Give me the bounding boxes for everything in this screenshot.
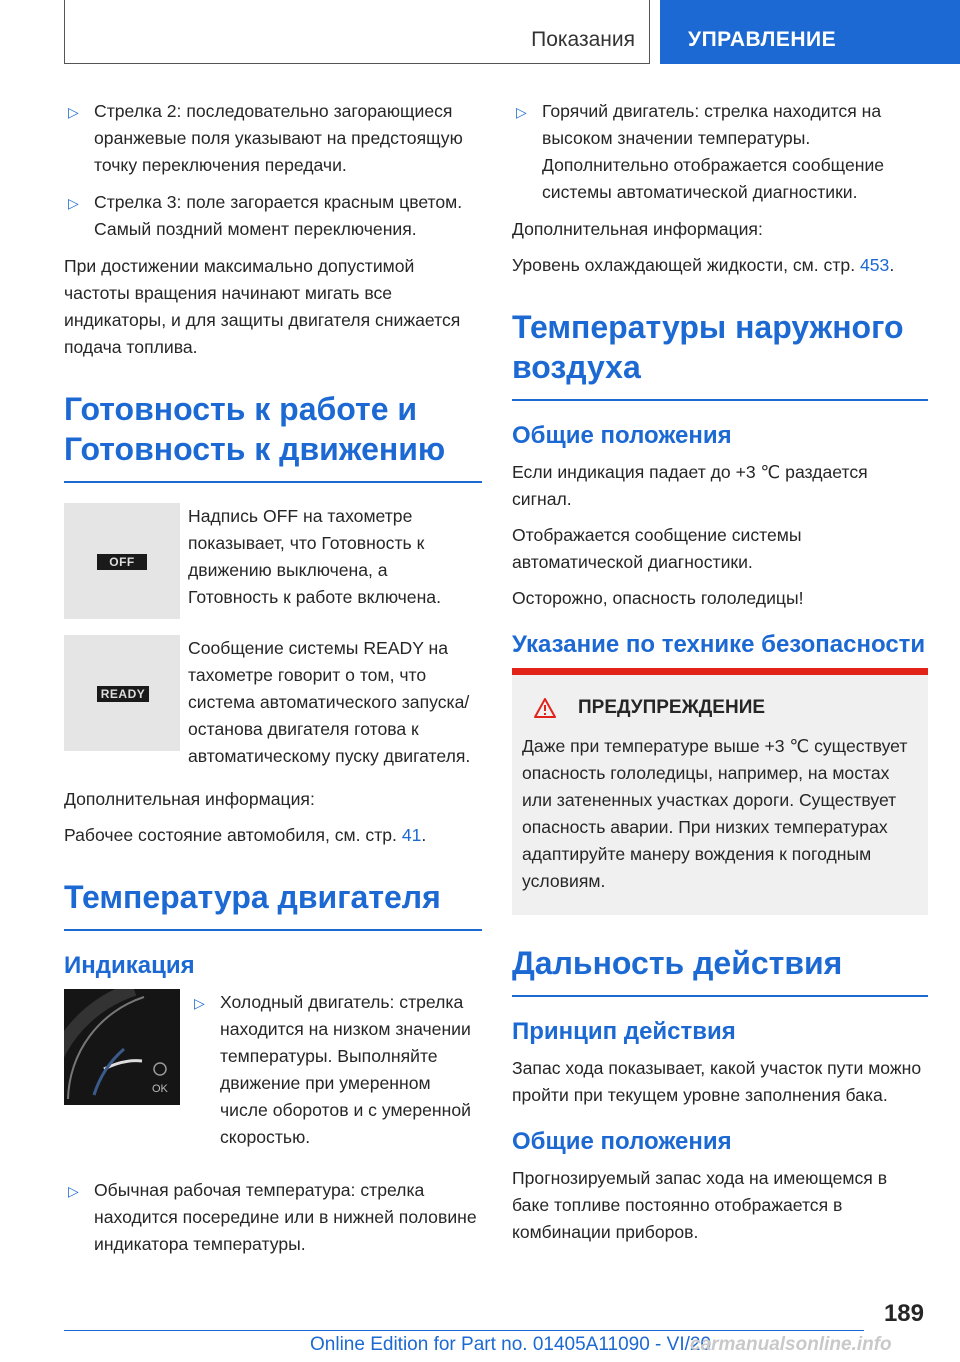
paragraph-max-rpm: При достижении максимально допустимой частоты вращения начинают мигать все индикаторы, и для защиты двигателя снижается подача топлива.	[64, 256, 461, 357]
list-item: ▷ Обычная рабочая температура: стрелка находится посередине или в нижней половине индикатора температуры.	[68, 1180, 477, 1254]
list-item: ▷ Стрелка 2: последовательно загорающиеся оранжевые поля указывают на предстоящую точку переключения передачи.	[68, 101, 463, 175]
warning-triangle-icon	[534, 698, 556, 718]
warning-box	[512, 668, 928, 915]
page-link[interactable]: 453	[859, 255, 890, 275]
off-badge: OFF	[97, 554, 147, 570]
triangle-bullet-icon: ▷	[68, 1183, 79, 1199]
list-item: ▷ Стрелка 3: поле загорается красным цветом. Самый поздний момент переключения.	[68, 192, 463, 239]
ready-indicator-block	[64, 635, 482, 770]
paragraph-caution: Осторожно, опасность гололедицы!	[512, 588, 804, 608]
list-item: ▷ Холодный двигатель: стрелка находится на низком значении температуры. Выполняйте движение при умеренном числе оборотов и с умеренной скоростью.	[194, 992, 471, 1147]
coolant-ref: Уровень охлаждающей жидкости, см. стр. 453.	[512, 255, 895, 275]
triangle-bullet-icon: ▷	[68, 195, 79, 211]
triangle-bullet-icon: ▷	[194, 995, 205, 1011]
warning-text: Даже при температуре выше +3 ℃ существует опасность гололедицы, например, на мостах или затененных участках дороги. Существует опасность аварии. При низких температурах адаптируйте манеру вождения к погодным условиям.	[522, 736, 908, 891]
paragraph-principle: Запас хода показывает, какой участок пути можно пройти при текущем уровне заполнения бака.	[512, 1058, 922, 1105]
heading-readiness: Готовность к работе и Готовность к движению	[64, 389, 482, 483]
right-column	[512, 98, 928, 1255]
ready-badge: READY	[97, 686, 149, 702]
off-description: Надпись OFF на тахометре показывает, что Готовность к движению выключена, а Готовность к работе включена.	[188, 506, 441, 607]
extra-info-label: Дополнительная информация:	[64, 789, 315, 809]
heading-principle: Принцип действия	[512, 1018, 736, 1045]
ready-indicator-image	[64, 635, 180, 751]
temperature-gauge-image	[64, 989, 180, 1105]
paragraph-message: Отображается сообщение системы автоматической диагностики.	[512, 525, 802, 572]
watermark: carmanualsonline.info	[690, 1334, 892, 1355]
header-chapter-label: УПРАВЛЕНИЕ	[688, 28, 837, 51]
heading-general: Общие положения	[512, 422, 732, 449]
header-chapter-tab	[660, 0, 960, 64]
off-indicator-image	[64, 503, 180, 619]
left-column	[64, 98, 482, 1268]
heading-indication: Индикация	[64, 952, 195, 979]
heading-safety: Указание по технике безопасности	[512, 631, 926, 658]
list-item: ▷ Горячий двигатель: стрелка находится на высоком значении температуры. Дополнительно отображается сообщение системы автоматической диагностики.	[516, 101, 885, 202]
header-section-label: Показания	[531, 28, 635, 51]
page-number: 189	[883, 1300, 924, 1327]
header-section-tab	[64, 0, 650, 64]
page-link[interactable]: 41	[401, 825, 422, 845]
off-indicator-block	[64, 503, 482, 619]
triangle-bullet-icon: ▷	[516, 104, 527, 120]
heading-general-2: Общие положения	[512, 1128, 732, 1155]
heading-engine-temperature: Температура двигателя	[64, 877, 482, 931]
heading-range: Дальность действия	[512, 943, 928, 997]
footer-edition: Online Edition for Part no. 01405A11090 - VI/20	[310, 1334, 712, 1355]
heading-outside-temperature: Температуры наружного воздуха	[512, 307, 928, 401]
extra-info-label: Дополнительная информация:	[512, 219, 763, 239]
warning-title: ПРЕДУПРЕЖДЕНИЕ	[534, 697, 918, 719]
gauge-ok-label: OK	[152, 1083, 168, 1095]
vehicle-state-ref: Рабочее состояние автомобиля, см. стр. 41.	[64, 825, 427, 845]
paragraph-forecast: Прогнозируемый запас хода на имеющемся в баке топливе постоянно отображается в комбинации приборов.	[512, 1168, 888, 1242]
footer-divider	[64, 1330, 864, 1331]
ready-description: Сообщение системы READY на тахометре говорит о том, что система автоматического запуска/останова двигателя готова к автоматическому пуску двигателя.	[188, 638, 471, 766]
cold-engine-block	[64, 989, 482, 1161]
triangle-bullet-icon: ▷	[68, 104, 79, 120]
paragraph-signal: Если индикация падает до +3 ℃ раздается сигнал.	[512, 462, 868, 509]
